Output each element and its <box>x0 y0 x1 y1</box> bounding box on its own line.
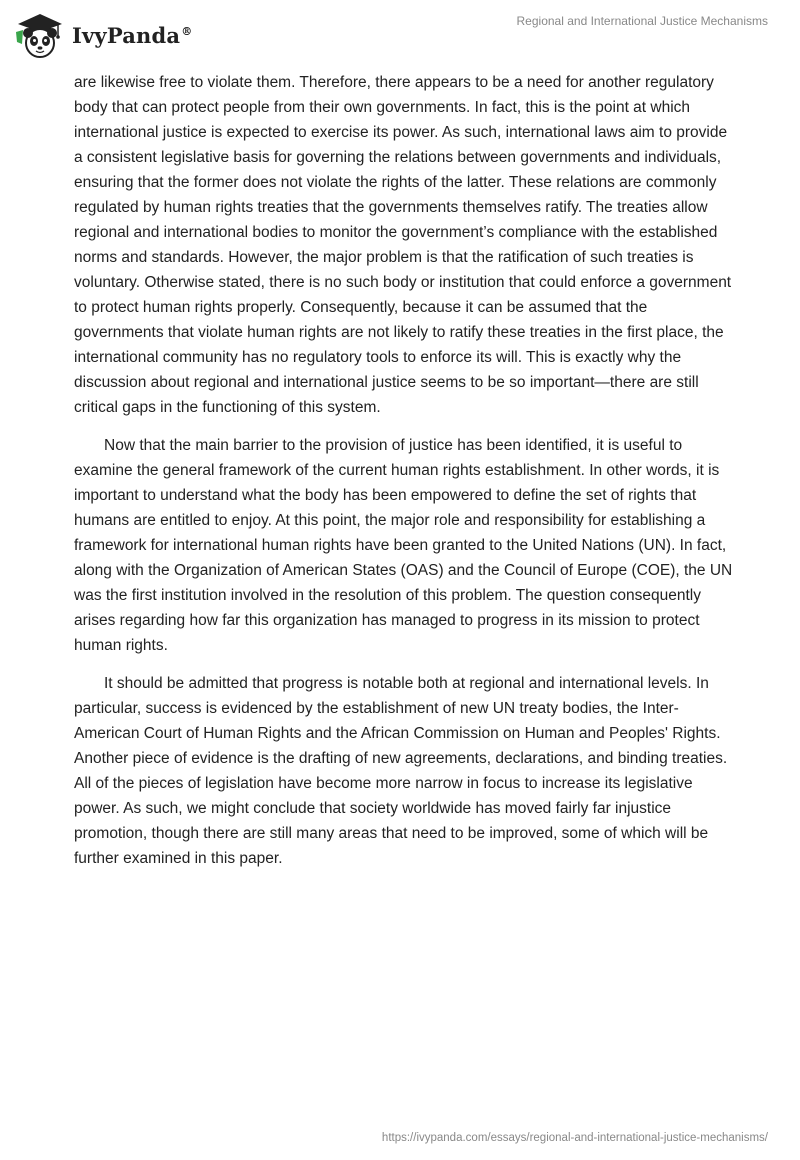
text-line: its will. This is exactly why the discussion about regional and international justice seems <box>74 349 682 391</box>
text-line: international laws aim to provide a consistent legislative basis for governing the <box>74 124 728 166</box>
brand-name: IvyPanda® <box>72 22 193 48</box>
text-line: relations between governments and individuals, ensuring that the former does not <box>74 149 722 191</box>
text-line: and standards. However, the major problem is that the ratification of such treaties is <box>121 249 694 266</box>
text-line: treaties in the first place, the international community has no regulatory tools to enforce <box>74 324 724 366</box>
text-line: bodies, the Inter-American Court of Human Rights and the African Commission on <box>74 700 679 742</box>
text-line: international bodies to monitor the government’s compliance with the established norms <box>74 224 718 266</box>
text-line: are likewise free to violate them. Therefore, there appears to be a need for another <box>74 74 641 91</box>
text-line: agreements, declarations, and binding treaties. All of the pieces of legislation have <box>74 750 728 792</box>
text-line: responsibility for establishing a framework for international human rights have been <box>74 512 706 554</box>
text-line: regulatory body that can protect people from their own governments. In fact, this is the <box>74 74 714 116</box>
text-line: this paper. <box>211 850 283 867</box>
text-line: this organization has managed to progress in its mission to protect human rights. <box>74 612 700 654</box>
text-line: levels. In particular, success is evidenced by the establishment of new UN treaty <box>74 675 709 717</box>
text-line: treaties that the governments themselves ratify. The treaties allow regional and <box>74 199 708 241</box>
text-line: assumed that the governments that violate human rights are not likely to ratify these <box>74 299 648 341</box>
panda-graduate-icon <box>14 10 66 60</box>
text-line: voluntary. Otherwise stated, there is no such body or institution that could enforce a <box>74 274 645 291</box>
paragraph <box>74 671 734 871</box>
document-title: Regional and International Justice Mechanisms <box>516 14 768 28</box>
text-line: point at which international justice is expected to exercise its power. As such, <box>74 99 691 141</box>
text-line: are still many areas that need to be improved, some of which will be further examined in <box>74 825 709 867</box>
text-line: in the resolution of this problem. The question consequently arises regarding how far <box>74 587 701 629</box>
text-line: to examine the general framework of the current human rights establishment. In other <box>74 437 683 479</box>
page-header <box>0 0 800 70</box>
paragraph <box>74 433 734 658</box>
text-line: to be so important—there are still critical gaps in the functioning of this system. <box>74 374 699 416</box>
text-line: It should be admitted that progress is notable both at regional and international <box>104 675 644 692</box>
text-line: States (OAS) and the Council of Europe (COE), the UN was the first institution involved <box>74 562 733 604</box>
text-line: conclude that society worldwide has moved fairly far injustice promotion, though there <box>74 800 672 842</box>
text-line: violate the rights of the latter. These relations are commonly regulated by human rights <box>74 174 717 216</box>
text-line: government to protect human rights properly. Consequently, because it can be <box>74 274 732 316</box>
essay-body <box>74 70 734 884</box>
text-line: set of rights that humans are entitled to enjoy. At this point, the major role and <box>74 487 697 529</box>
text-line: Human and Peoples' Rights. Another piece of evidence is the drafting of new <box>74 725 721 767</box>
text-line: become more narrow in focus to increase its legislative power. As such, we might <box>74 775 693 817</box>
paragraph <box>74 70 734 420</box>
text-line: words, it is important to understand what the body has been empowered to define the <box>74 462 720 504</box>
text-line: granted to the United Nations (UN). In fact, along with the Organization of American <box>74 537 727 579</box>
brand-logo[interactable] <box>14 10 192 60</box>
text-line: Now that the main barrier to the provision of justice has been identified, it is useful <box>104 437 665 454</box>
source-url[interactable]: https://ivypanda.com/essays/regional-and-international-justice-mechanisms/ <box>381 1132 768 1144</box>
